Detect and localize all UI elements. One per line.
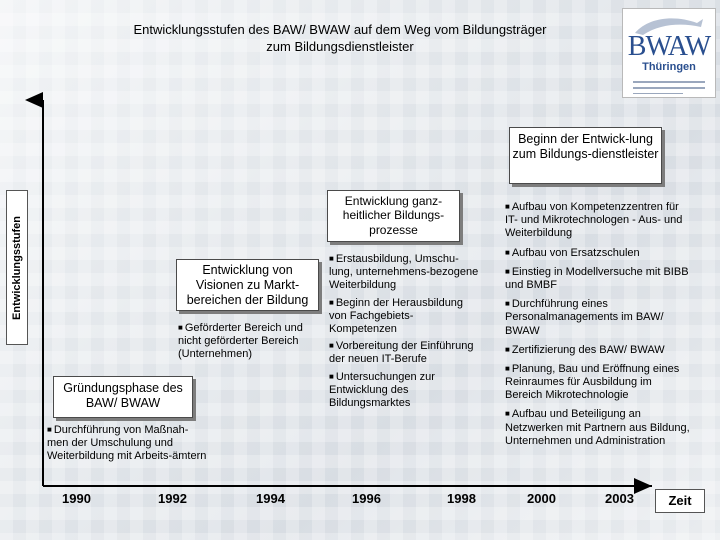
stage-visionen — [176, 259, 319, 311]
bullet-square-icon: ■ — [505, 202, 510, 211]
bullet-item: ■ Planung, Bau und Eröffnung eines Reinraumes für Ausbildung im Bereich Mikrotechnologie — [505, 362, 680, 402]
bullet-item: ■ Durchführung eines Personalmanagements im BAW/ BWAW — [505, 298, 664, 337]
year-label: 2003 — [605, 491, 634, 506]
stage-visionen-text: Entwicklung von Visionen zu Markt-bereichen der Bildung — [186, 263, 309, 307]
bullet-item: ■ Untersuchungen zur Entwicklung des Bildungsmarktes — [329, 370, 435, 409]
bullet-item: ■ Aufbau und Beteiligung an Netzwerken mit Partnern aus Bildung, Unternehmen und Administration — [505, 408, 690, 447]
stage-dienstleister — [509, 127, 662, 184]
bullets-col3 — [329, 253, 479, 410]
stage-ganzheitlich — [327, 190, 460, 242]
bullet-square-icon: ■ — [505, 363, 510, 373]
stage-gruendungsphase-text: Gründungsphase des BAW/ BWAW — [63, 381, 183, 410]
bullets-col4 — [505, 201, 690, 448]
bullet-item: ■ Geförderter Bereich und nicht geförderter Bereich (Unternehmen) — [178, 322, 303, 361]
bullet-square-icon: ■ — [505, 409, 510, 419]
stage-gruendungsphase — [53, 376, 193, 418]
x-axis-label: Zeit — [655, 489, 705, 513]
bullet-item: ■ Vorbereitung der Einführung der neuen IT-Berufe — [329, 340, 474, 366]
bullets-col2 — [178, 322, 318, 362]
bullet-square-icon: ■ — [329, 254, 334, 263]
title-line-2: zum Bildungsdienstleister — [266, 38, 414, 54]
bullet-square-icon: ■ — [505, 344, 510, 354]
year-label: 1998 — [447, 491, 476, 506]
bullet-item: ■ Zertifizierung des BAW/ BWAW — [505, 343, 665, 356]
bullet-square-icon: ■ — [178, 323, 183, 332]
logo-subtitle: Thüringen — [642, 61, 696, 73]
bullet-item: ■ Durchführung von Maßnah-men der Umschulung und Weiterbildung mit Arbeits-ämtern — [47, 424, 207, 463]
bullet-square-icon: ■ — [505, 266, 510, 276]
bullet-item: ■ Beginn der Herausbildung von Fachgebiets-Kompetenzen — [329, 296, 464, 335]
y-axis-label: Entwicklungsstufen — [6, 190, 28, 345]
bullet-square-icon: ■ — [47, 425, 52, 434]
bullet-item: ■ Einstieg in Modellversuche mit BIBB und BMBF — [505, 265, 689, 291]
year-label: 2000 — [527, 491, 556, 506]
bullet-square-icon: ■ — [329, 371, 334, 381]
title-line-1: Entwicklungsstufen des BAW/ BWAW auf dem Weg vom Bildungsträger — [133, 22, 547, 37]
bullet-square-icon: ■ — [329, 341, 334, 351]
bullet-item: ■ Erstausbildung, Umschu-lung, unternehmens-bezogene Weiterbildung — [329, 253, 479, 292]
stage-dienstleister-text: Beginn der Entwick-lung zum Bildungs-dienstleister — [512, 132, 659, 161]
year-label: 1990 — [62, 491, 91, 506]
year-label: 1992 — [158, 491, 187, 506]
bullet-square-icon: ■ — [505, 299, 510, 309]
bullets-col1 — [47, 424, 207, 464]
year-label: 1996 — [352, 491, 381, 506]
bullet-item: ■ Aufbau von Kompetenzzentren für IT- und Mikrotechnologen - Aus- und Weiterbildung — [505, 201, 683, 240]
bullet-item: ■ Aufbau von Ersatzschulen — [505, 246, 640, 259]
stage-ganzheitlich-text: Entwicklung ganz-heitlicher Bildungs-prozesse — [342, 194, 445, 237]
logo-wordmark: BWAW — [627, 31, 711, 62]
year-label: 1994 — [256, 491, 285, 506]
bullet-square-icon: ■ — [505, 247, 510, 257]
bullet-square-icon: ■ — [329, 297, 334, 307]
